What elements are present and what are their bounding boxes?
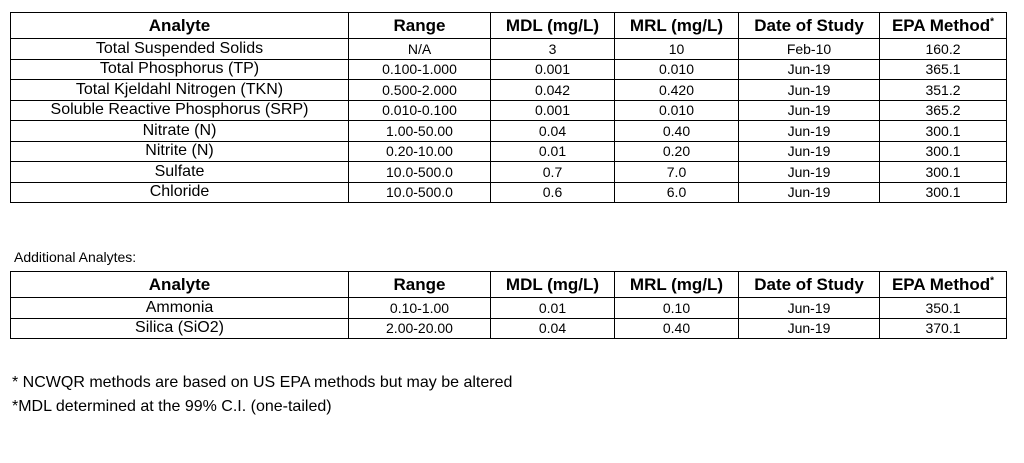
cell-range: N/A: [349, 39, 491, 60]
cell-epa-method: 365.1: [880, 59, 1007, 80]
cell-date-of-study: Jun-19: [739, 80, 880, 101]
cell-mrl: 0.20: [615, 141, 739, 162]
table-row: [11, 162, 1007, 183]
cell-mdl: 0.001: [491, 100, 615, 121]
cell-epa-method: 160.2: [880, 39, 1007, 60]
analyte-table: [10, 12, 1007, 203]
cell-mrl: 6.0: [615, 182, 739, 203]
cell-date-of-study: Jun-19: [739, 162, 880, 183]
table-row: [11, 39, 1007, 60]
cell-analyte: Sulfate: [11, 162, 349, 183]
cell-mdl: 0.04: [491, 121, 615, 142]
footnote-mark: *: [990, 274, 995, 286]
table-row: [11, 80, 1007, 101]
cell-mrl: 0.40: [615, 121, 739, 142]
cell-mdl: 0.6: [491, 182, 615, 203]
cell-range: 10.0-500.0: [349, 182, 491, 203]
cell-mdl: 0.01: [491, 141, 615, 162]
cell-date-of-study: Jun-19: [739, 121, 880, 142]
cell-mdl: 0.01: [491, 298, 615, 319]
cell-date-of-study: Jun-19: [739, 318, 880, 339]
table-row: [11, 121, 1007, 142]
additional-analyte-table: [10, 271, 1007, 339]
cell-analyte: Nitrate (N): [11, 121, 349, 142]
header-mrl: MRL (mg/L): [615, 272, 739, 298]
header-date-of-study: Date of Study: [739, 272, 880, 298]
footnote-mark: *: [990, 15, 995, 27]
cell-analyte: Silica (SiO2): [11, 318, 349, 339]
cell-epa-method: 350.1: [880, 298, 1007, 319]
header-epa-method-label: EPA Method: [891, 274, 991, 294]
cell-epa-method: 300.1: [880, 121, 1007, 142]
cell-date-of-study: Feb-10: [739, 39, 880, 60]
header-epa-method-label: EPA Method: [891, 15, 991, 35]
cell-mrl: 0.420: [615, 80, 739, 101]
cell-range: 0.20-10.00: [349, 141, 491, 162]
cell-analyte: Total Suspended Solids: [11, 39, 349, 60]
cell-range: 0.10-1.00: [349, 298, 491, 319]
cell-mdl: 0.001: [491, 59, 615, 80]
cell-epa-method: 300.1: [880, 182, 1007, 203]
cell-range: 0.500-2.000: [349, 80, 491, 101]
cell-range: 10.0-500.0: [349, 162, 491, 183]
cell-analyte: Total Kjeldahl Nitrogen (TKN): [11, 80, 349, 101]
cell-analyte: Total Phosphorus (TP): [11, 59, 349, 80]
cell-mdl: 0.042: [491, 80, 615, 101]
header-epa-method: [880, 13, 1007, 39]
cell-epa-method: 351.2: [880, 80, 1007, 101]
table-body: [11, 39, 1007, 203]
table-body: [11, 298, 1007, 339]
cell-mrl: 0.40: [615, 318, 739, 339]
cell-range: 2.00-20.00: [349, 318, 491, 339]
cell-epa-method: 365.2: [880, 100, 1007, 121]
cell-epa-method: 370.1: [880, 318, 1007, 339]
cell-range: 0.100-1.000: [349, 59, 491, 80]
header-analyte: Analyte: [11, 13, 349, 39]
table-row: [11, 318, 1007, 339]
table-header-row: [11, 272, 1007, 298]
table-row: [11, 59, 1007, 80]
cell-date-of-study: Jun-19: [739, 59, 880, 80]
cell-date-of-study: Jun-19: [739, 298, 880, 319]
header-mdl: MDL (mg/L): [491, 272, 615, 298]
header-range: Range: [349, 13, 491, 39]
header-date-of-study: Date of Study: [739, 13, 880, 39]
cell-date-of-study: Jun-19: [739, 182, 880, 203]
cell-mdl: 0.04: [491, 318, 615, 339]
cell-range: 1.00-50.00: [349, 121, 491, 142]
table-row: [11, 182, 1007, 203]
header-mdl: MDL (mg/L): [491, 13, 615, 39]
table-row: [11, 298, 1007, 319]
footnote-methods: * NCWQR methods are based on US EPA methods but may be altered: [12, 374, 513, 391]
cell-mrl: 0.010: [615, 59, 739, 80]
table-row: [11, 141, 1007, 162]
cell-date-of-study: Jun-19: [739, 141, 880, 162]
cell-mrl: 0.10: [615, 298, 739, 319]
cell-range: 0.010-0.100: [349, 100, 491, 121]
cell-date-of-study: Jun-19: [739, 100, 880, 121]
cell-mrl: 10: [615, 39, 739, 60]
cell-mrl: 0.010: [615, 100, 739, 121]
cell-analyte: Nitrite (N): [11, 141, 349, 162]
cell-analyte: Ammonia: [11, 298, 349, 319]
cell-mdl: 3: [491, 39, 615, 60]
header-mrl: MRL (mg/L): [615, 13, 739, 39]
cell-analyte: Chloride: [11, 182, 349, 203]
header-range: Range: [349, 272, 491, 298]
cell-epa-method: 300.1: [880, 141, 1007, 162]
header-epa-method: [880, 272, 1007, 298]
cell-analyte: Soluble Reactive Phosphorus (SRP): [11, 100, 349, 121]
cell-mdl: 0.7: [491, 162, 615, 183]
table-row: [11, 100, 1007, 121]
cell-epa-method: 300.1: [880, 162, 1007, 183]
table-header-row: [11, 13, 1007, 39]
additional-analytes-label: Additional Analytes:: [14, 249, 137, 265]
cell-mrl: 7.0: [615, 162, 739, 183]
header-analyte: Analyte: [11, 272, 349, 298]
footnote-mdl: *MDL determined at the 99% C.I. (one-tailed): [12, 398, 332, 415]
